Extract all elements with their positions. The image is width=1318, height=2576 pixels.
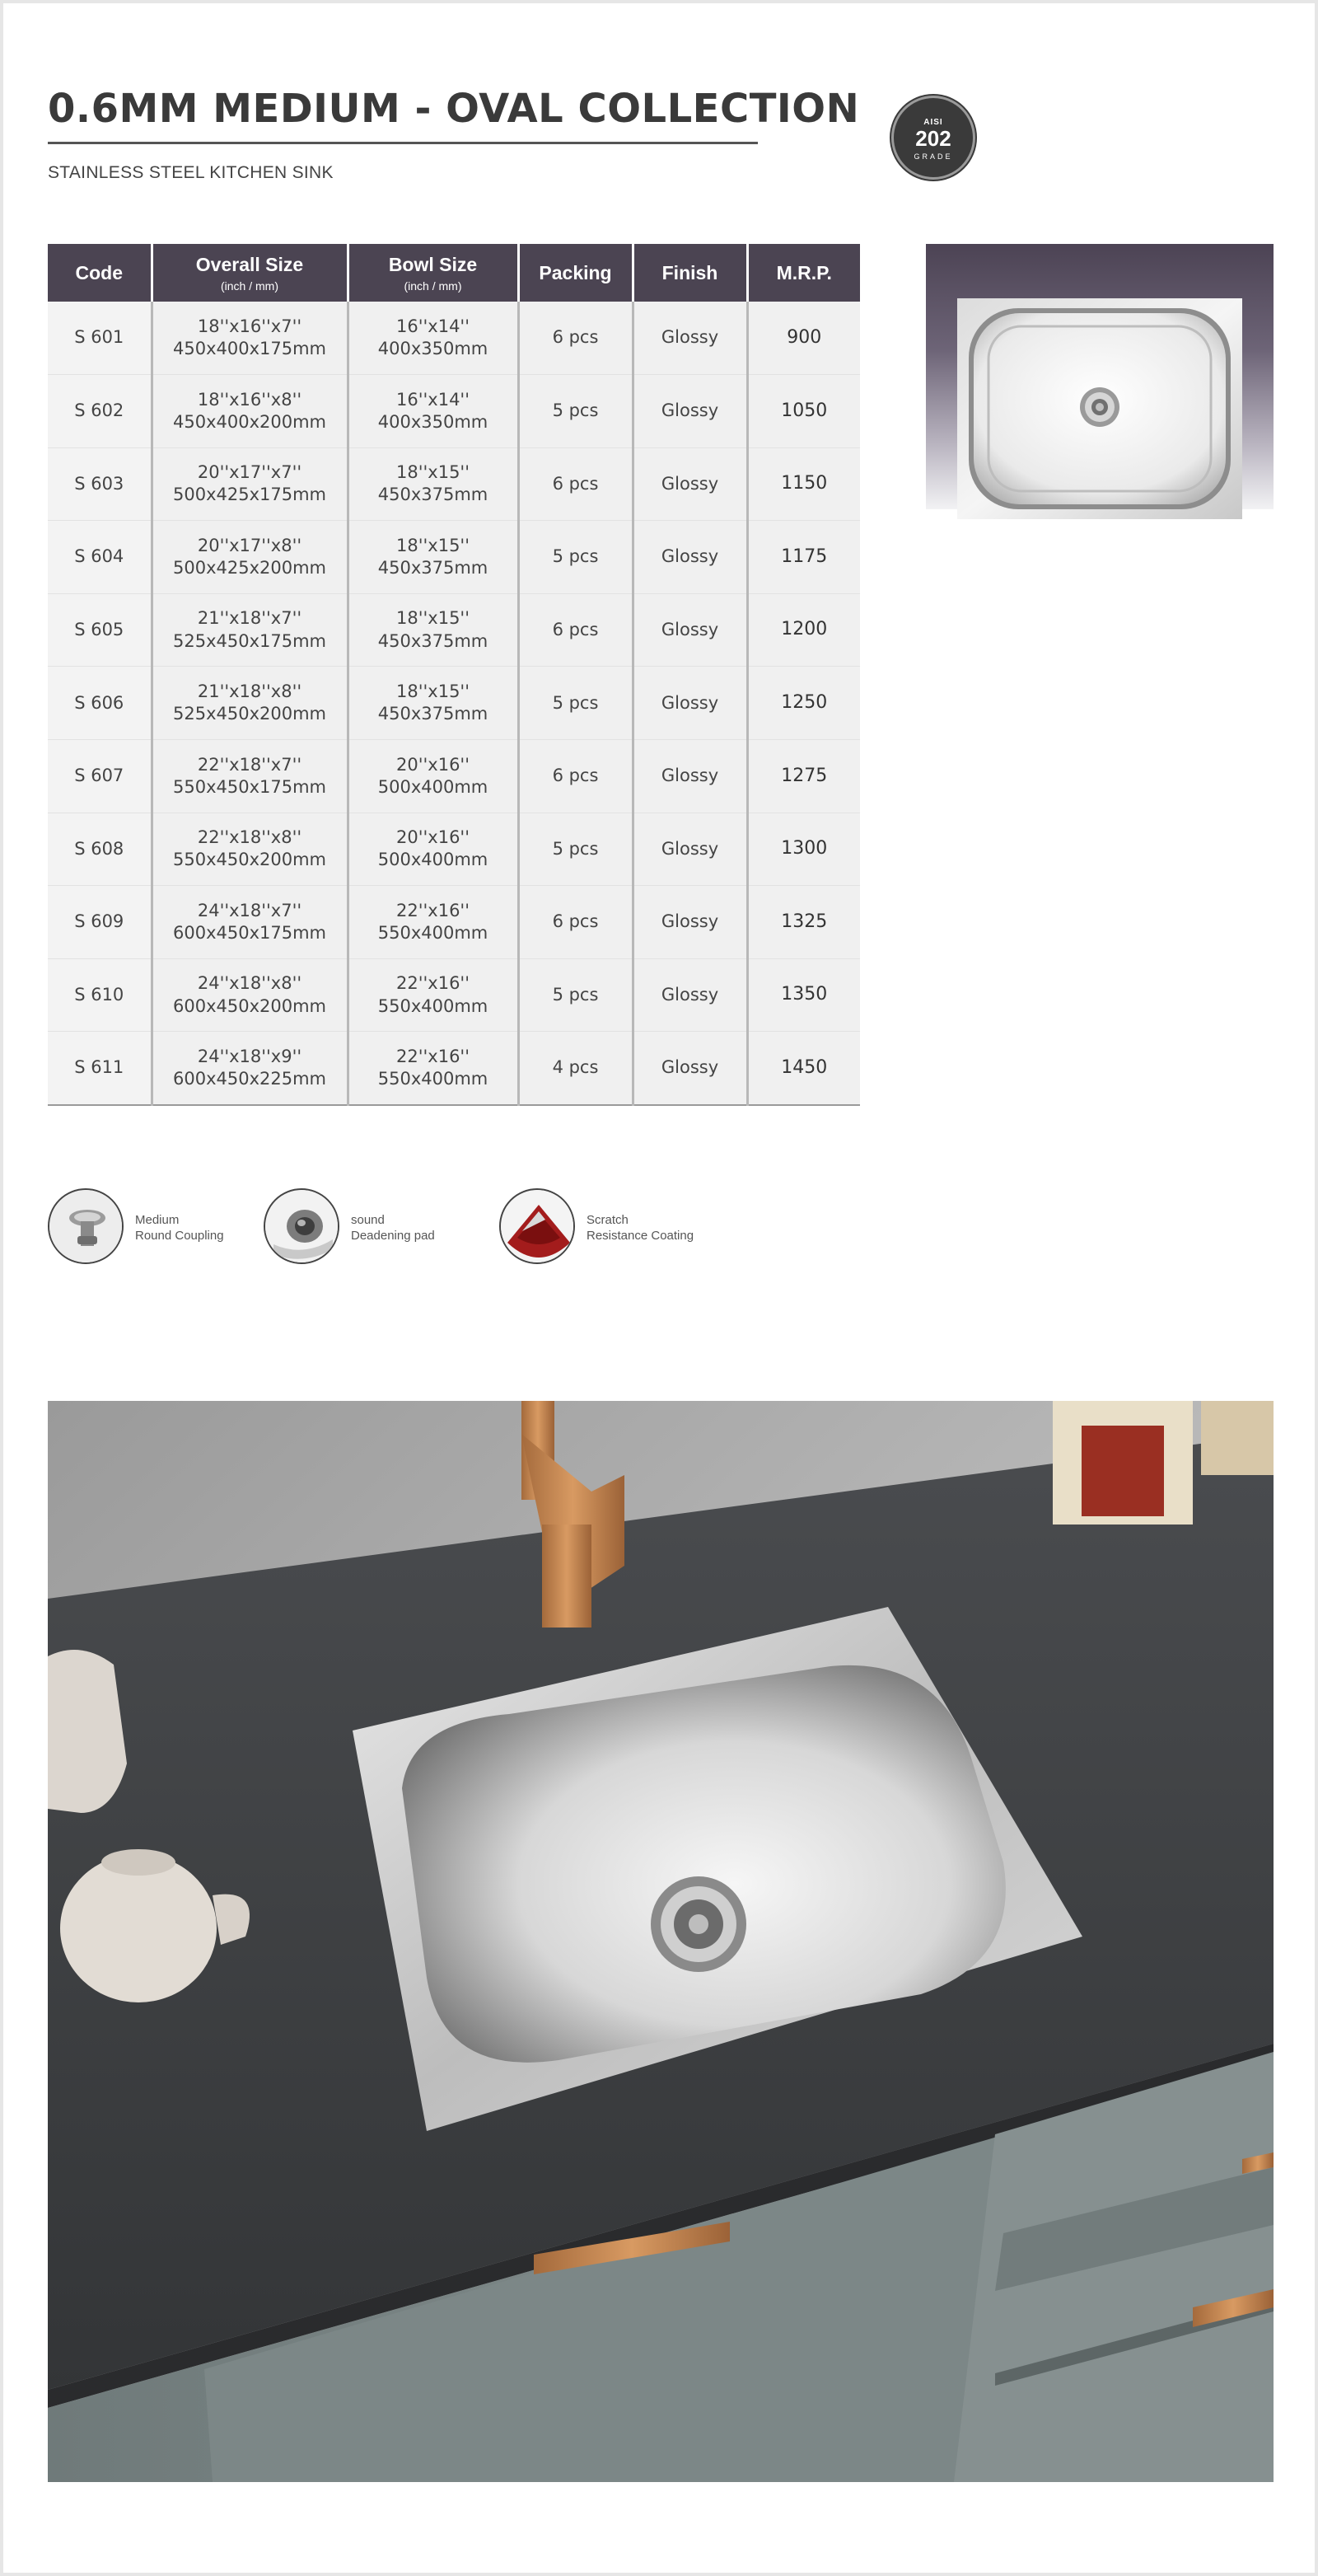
cell-bowl-size — [348, 958, 518, 1032]
cell-packing: 5 pcs — [518, 667, 633, 740]
table-row — [48, 447, 860, 521]
feature-label: sound Deadening pad — [351, 1213, 435, 1243]
cell-mrp: 1250 — [747, 667, 860, 740]
cell-code: S 607 — [48, 740, 152, 813]
cell-bowl-size — [348, 593, 518, 667]
page-subtitle: STAINLESS STEEL KITCHEN SINK — [48, 163, 334, 182]
cell-bowl-size — [348, 302, 518, 375]
cell-bowl-size — [348, 667, 518, 740]
cell-bowl-size — [348, 375, 518, 448]
cell-code: S 602 — [48, 375, 152, 448]
header-code: Code — [48, 244, 152, 302]
cell-finish: Glossy — [633, 958, 747, 1032]
cell-finish: Glossy — [633, 813, 747, 886]
cell-overall-size — [152, 740, 348, 813]
spec-table-body — [48, 302, 860, 1105]
bowl-mm: 550x400mm — [377, 923, 488, 944]
overall-mm: 500x425x175mm — [172, 485, 327, 505]
cell-packing: 6 pcs — [518, 886, 633, 959]
cell-code: S 610 — [48, 958, 152, 1032]
overall-mm: 525x450x200mm — [172, 704, 327, 724]
cell-packing: 5 pcs — [518, 813, 633, 886]
cell-overall-size — [152, 1032, 348, 1105]
bowl-inch: 20''x16'' — [396, 827, 470, 848]
bowl-inch: 22''x16'' — [396, 900, 470, 920]
feature-label: Scratch Resistance Coating — [587, 1213, 694, 1243]
deadening-pad-icon — [264, 1188, 339, 1264]
table-row — [48, 886, 860, 959]
cell-overall-size — [152, 593, 348, 667]
cell-packing: 6 pcs — [518, 447, 633, 521]
overall-inch: 20''x17''x8'' — [197, 535, 302, 555]
cell-packing: 6 pcs — [518, 740, 633, 813]
cell-mrp: 1350 — [747, 958, 860, 1032]
table-row — [48, 958, 860, 1032]
header-packing: Packing — [518, 244, 633, 302]
cell-packing: 4 pcs — [518, 1032, 633, 1105]
overall-mm: 600x450x225mm — [172, 1068, 327, 1089]
cell-overall-size — [152, 521, 348, 594]
cell-bowl-size — [348, 740, 518, 813]
bowl-mm: 450x375mm — [377, 704, 488, 724]
overall-mm: 450x400x175mm — [172, 339, 327, 359]
overall-mm: 450x400x200mm — [172, 411, 327, 432]
overall-mm: 600x450x200mm — [172, 995, 327, 1016]
cell-bowl-size — [348, 813, 518, 886]
cell-finish: Glossy — [633, 667, 747, 740]
cell-finish: Glossy — [633, 886, 747, 959]
table-row — [48, 521, 860, 594]
bowl-mm: 400x350mm — [377, 339, 488, 359]
cell-mrp: 1325 — [747, 886, 860, 959]
bowl-inch: 16''x14'' — [396, 389, 470, 410]
table-row — [48, 667, 860, 740]
bowl-mm: 400x350mm — [377, 411, 488, 432]
overall-inch: 22''x18''x7'' — [197, 754, 302, 775]
cell-packing: 6 pcs — [518, 593, 633, 667]
cell-code: S 606 — [48, 667, 152, 740]
cell-overall-size — [152, 886, 348, 959]
kitchen-scene-illustration — [48, 1401, 1274, 2482]
overall-inch: 24''x18''x8'' — [197, 973, 302, 994]
overall-inch: 21''x18''x8'' — [197, 681, 302, 701]
overall-mm: 500x425x200mm — [172, 558, 327, 578]
bowl-mm: 450x375mm — [377, 558, 488, 578]
overall-inch: 18''x16''x8'' — [197, 389, 302, 410]
bowl-inch: 18''x15'' — [396, 608, 470, 629]
bowl-inch: 18''x15'' — [396, 535, 470, 555]
cell-mrp: 1300 — [747, 813, 860, 886]
cell-overall-size — [152, 958, 348, 1032]
cell-finish: Glossy — [633, 375, 747, 448]
product-thumbnail — [926, 244, 1274, 509]
cell-finish: Glossy — [633, 447, 747, 521]
bowl-mm: 500x400mm — [377, 776, 488, 797]
bowl-inch: 16''x14'' — [396, 316, 470, 336]
table-row — [48, 375, 860, 448]
badge-grade-number: 202 — [915, 126, 951, 151]
kitchen-sink-photo — [48, 1401, 1274, 2482]
cell-packing: 5 pcs — [518, 375, 633, 448]
cell-mrp: 1275 — [747, 740, 860, 813]
overall-inch: 24''x18''x9'' — [197, 1046, 302, 1066]
overall-mm: 550x450x200mm — [172, 850, 327, 870]
header-mrp: M.R.P. — [747, 244, 860, 302]
cell-overall-size — [152, 302, 348, 375]
table-row — [48, 302, 860, 375]
overall-mm: 550x450x175mm — [172, 776, 327, 797]
cell-mrp: 900 — [747, 302, 860, 375]
page-title: 0.6MM MEDIUM - OVAL COLLECTION — [48, 86, 860, 132]
cell-packing: 5 pcs — [518, 521, 633, 594]
header-bowl-unit: (inch / mm) — [404, 279, 462, 293]
cell-code: S 608 — [48, 813, 152, 886]
cell-code: S 611 — [48, 1032, 152, 1105]
table-row — [48, 813, 860, 886]
cell-bowl-size — [348, 886, 518, 959]
bowl-mm: 500x400mm — [377, 850, 488, 870]
cell-packing: 5 pcs — [518, 958, 633, 1032]
cell-code: S 605 — [48, 593, 152, 667]
cell-mrp: 1175 — [747, 521, 860, 594]
cell-mrp: 1450 — [747, 1032, 860, 1105]
table-header-row — [48, 244, 860, 302]
overall-inch: 18''x16''x7'' — [197, 316, 302, 336]
bowl-inch: 18''x15'' — [396, 462, 470, 483]
cell-code: S 603 — [48, 447, 152, 521]
bowl-inch: 22''x16'' — [396, 973, 470, 994]
title-underline — [48, 142, 758, 144]
header-finish: Finish — [633, 244, 747, 302]
header-overall-size: Overall Size (inch / mm) — [152, 244, 348, 302]
cell-finish: Glossy — [633, 302, 747, 375]
badge-top-text: AISI — [923, 118, 943, 127]
cell-finish: Glossy — [633, 593, 747, 667]
cell-overall-size — [152, 667, 348, 740]
bowl-inch: 22''x16'' — [396, 1046, 470, 1066]
table-row — [48, 593, 860, 667]
cell-code: S 609 — [48, 886, 152, 959]
overall-inch: 21''x18''x7'' — [197, 608, 302, 629]
header-overall-unit: (inch / mm) — [221, 279, 278, 293]
cell-finish: Glossy — [633, 521, 747, 594]
cell-mrp: 1150 — [747, 447, 860, 521]
bowl-mm: 450x375mm — [377, 485, 488, 505]
cell-overall-size — [152, 813, 348, 886]
table-row — [48, 740, 860, 813]
cell-mrp: 1200 — [747, 593, 860, 667]
bowl-inch: 18''x15'' — [396, 681, 470, 701]
cell-bowl-size — [348, 1032, 518, 1105]
bowl-mm: 550x400mm — [377, 995, 488, 1016]
spec-table — [48, 244, 860, 1106]
cell-bowl-size — [348, 447, 518, 521]
feature-label: Medium Round Coupling — [135, 1213, 224, 1243]
cell-overall-size — [152, 447, 348, 521]
catalog-page — [3, 3, 1315, 2573]
bowl-mm: 450x375mm — [377, 630, 488, 651]
overall-inch: 20''x17''x7'' — [197, 462, 302, 483]
overall-inch: 22''x18''x8'' — [197, 827, 302, 848]
overall-mm: 600x450x175mm — [172, 923, 327, 944]
overall-inch: 24''x18''x7'' — [197, 900, 302, 920]
header-bowl-size: Bowl Size (inch / mm) — [348, 244, 518, 302]
cell-code: S 601 — [48, 302, 152, 375]
cell-mrp: 1050 — [747, 375, 860, 448]
drain-coupling-icon — [48, 1188, 124, 1264]
badge-bottom-text: GRADE — [914, 152, 953, 161]
bowl-inch: 20''x16'' — [396, 754, 470, 775]
cell-code: S 604 — [48, 521, 152, 594]
oval-sink-top-view — [957, 298, 1242, 519]
cell-finish: Glossy — [633, 740, 747, 813]
cell-bowl-size — [348, 521, 518, 594]
grade-badge — [891, 96, 975, 180]
overall-mm: 525x450x175mm — [172, 630, 327, 651]
table-row — [48, 1032, 860, 1105]
cell-overall-size — [152, 375, 348, 448]
cell-finish: Glossy — [633, 1032, 747, 1105]
cell-packing: 6 pcs — [518, 302, 633, 375]
bowl-mm: 550x400mm — [377, 1068, 488, 1089]
scratch-coating-icon — [499, 1188, 575, 1264]
